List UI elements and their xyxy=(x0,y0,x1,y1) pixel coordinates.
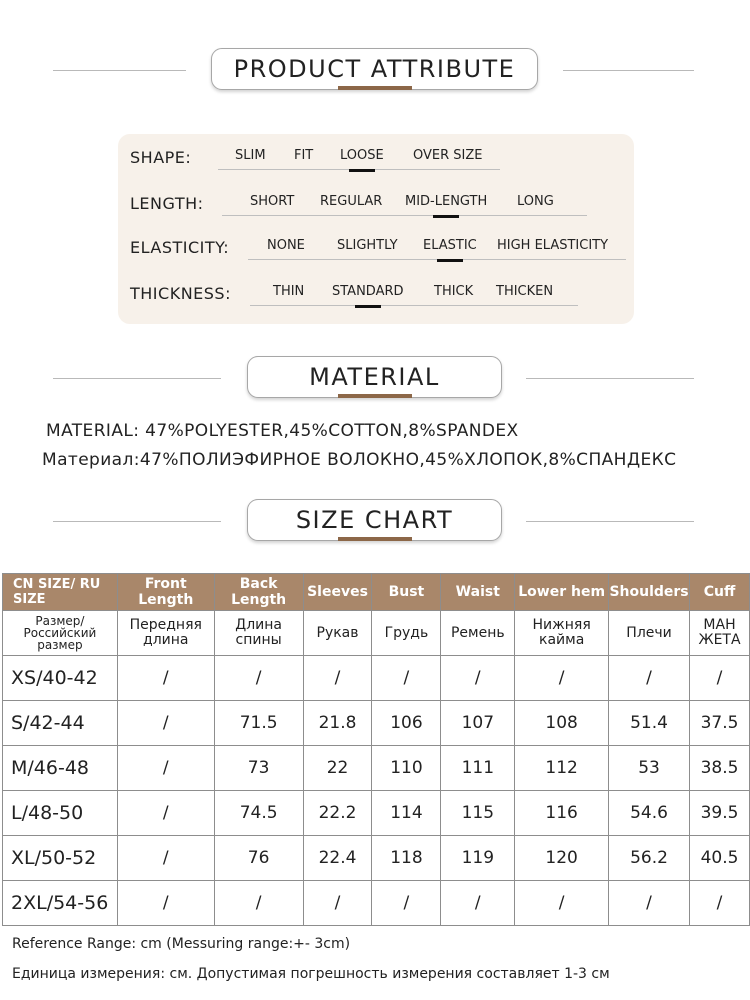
measure-cell: / xyxy=(441,656,515,701)
attribute-option: THICKEN xyxy=(496,284,554,299)
measure-cell: / xyxy=(372,656,441,701)
measure-cell: Cuff xyxy=(690,574,750,611)
measure-cell: Рукав xyxy=(303,611,372,656)
attribute-option: STANDARD xyxy=(332,284,404,299)
section-title: PRODUCT ATTRIBUTE xyxy=(233,55,516,83)
measure-cell: 71.5 xyxy=(214,701,303,746)
measure-cell: / xyxy=(303,656,372,701)
reference-range-en: Reference Range: cm (Messuring range:+- 3cm) xyxy=(12,936,351,952)
measure-cell: 115 xyxy=(441,791,515,836)
attribute-underline xyxy=(250,305,578,306)
measure-cell: 118 xyxy=(372,836,441,881)
selected-marker xyxy=(355,305,381,308)
attribute-option: SLIM xyxy=(235,148,266,163)
size-cell: L/48-50 xyxy=(3,791,118,836)
measure-cell: 53 xyxy=(609,746,690,791)
section-title-pill xyxy=(247,356,502,398)
attribute-option: SLIGHTLY xyxy=(337,238,398,253)
attribute-underline xyxy=(222,215,587,216)
attribute-option: LOOSE xyxy=(340,148,384,163)
measure-cell: Длина спины xyxy=(214,611,303,656)
measure-cell: 40.5 xyxy=(690,836,750,881)
size-chart-header xyxy=(0,499,750,545)
material-header xyxy=(0,356,750,402)
measure-cell: Bust xyxy=(372,574,441,611)
size-cell: CN SIZE/ RU SIZE xyxy=(3,574,118,611)
size-cell: S/42-44 xyxy=(3,701,118,746)
measure-cell: Back Length xyxy=(214,574,303,611)
measure-cell: Lower hem xyxy=(515,574,609,611)
attribute-option: MID-LENGTH xyxy=(405,194,488,209)
divider-left xyxy=(53,70,186,71)
table-row xyxy=(3,656,750,701)
divider-left xyxy=(53,521,221,522)
divider-right xyxy=(526,521,694,522)
measure-cell: 22.4 xyxy=(303,836,372,881)
measure-cell: 22.2 xyxy=(303,791,372,836)
attribute-option: LONG xyxy=(517,194,554,209)
product-attribute-header xyxy=(0,48,750,94)
measure-cell: / xyxy=(117,791,214,836)
measure-cell: / xyxy=(609,656,690,701)
attribute-panel xyxy=(118,134,634,324)
measure-cell: / xyxy=(441,881,515,926)
measure-cell: / xyxy=(117,656,214,701)
attribute-row xyxy=(130,192,630,226)
header-row-en xyxy=(3,574,750,611)
size-cell: 2XL/54-56 xyxy=(3,881,118,926)
measure-cell: 120 xyxy=(515,836,609,881)
measure-cell: 110 xyxy=(372,746,441,791)
measure-cell: / xyxy=(214,656,303,701)
measure-cell: 21.8 xyxy=(303,701,372,746)
measure-cell: / xyxy=(609,881,690,926)
measure-cell: 116 xyxy=(515,791,609,836)
measure-cell: 56.2 xyxy=(609,836,690,881)
header-row-ru xyxy=(3,611,750,656)
measure-cell: 38.5 xyxy=(690,746,750,791)
measure-cell: Нижняя кайма xyxy=(515,611,609,656)
table-row xyxy=(3,791,750,836)
measure-cell: Передняя длина xyxy=(117,611,214,656)
measure-cell: 73 xyxy=(214,746,303,791)
attribute-row xyxy=(130,236,630,270)
attribute-row xyxy=(130,282,630,316)
measure-cell: 51.4 xyxy=(609,701,690,746)
selected-marker xyxy=(437,259,463,262)
measure-cell: / xyxy=(690,881,750,926)
attribute-label: ELASTICITY: xyxy=(130,238,230,257)
attribute-option: THICK xyxy=(434,284,474,299)
attribute-option: OVER SIZE xyxy=(413,148,483,163)
attribute-label: LENGTH: xyxy=(130,194,204,213)
measure-cell: МАН ЖЕТА xyxy=(690,611,750,656)
measure-cell: / xyxy=(117,836,214,881)
measure-cell: / xyxy=(515,656,609,701)
divider-right xyxy=(526,378,694,379)
divider-left xyxy=(53,378,221,379)
measure-cell: 106 xyxy=(372,701,441,746)
accent-bar xyxy=(338,86,412,90)
measure-cell: 54.6 xyxy=(609,791,690,836)
attribute-option: HIGH ELASTICITY xyxy=(497,238,609,253)
attribute-option: ELASTIC xyxy=(423,238,477,253)
measure-cell: Front Length xyxy=(117,574,214,611)
measure-cell: / xyxy=(690,656,750,701)
measure-cell: / xyxy=(214,881,303,926)
measure-cell: 119 xyxy=(441,836,515,881)
table-row xyxy=(3,746,750,791)
measure-cell: Плечи xyxy=(609,611,690,656)
measure-cell: / xyxy=(117,701,214,746)
attribute-option: REGULAR xyxy=(320,194,383,209)
section-title: SIZE CHART xyxy=(295,506,454,534)
measure-cell: Грудь xyxy=(372,611,441,656)
reference-range-ru: Единица измерения: см. Допустимая погрешность измерения составляет 1-3 см xyxy=(12,966,610,982)
measure-cell: 111 xyxy=(441,746,515,791)
measure-cell: Waist xyxy=(441,574,515,611)
measure-cell: / xyxy=(117,746,214,791)
accent-bar xyxy=(338,394,412,398)
attribute-label: THICKNESS: xyxy=(130,284,231,303)
table-row xyxy=(3,701,750,746)
attribute-row xyxy=(130,146,630,180)
size-cell: M/46-48 xyxy=(3,746,118,791)
measure-cell: 39.5 xyxy=(690,791,750,836)
measure-cell: 108 xyxy=(515,701,609,746)
size-chart-table xyxy=(2,573,750,926)
attribute-option: SHORT xyxy=(250,194,295,209)
measure-cell: 114 xyxy=(372,791,441,836)
measure-cell: 76 xyxy=(214,836,303,881)
divider-right xyxy=(563,70,694,71)
measure-cell: / xyxy=(117,881,214,926)
attribute-option: NONE xyxy=(267,238,305,253)
attribute-label: SHAPE: xyxy=(130,148,192,167)
measure-cell: Sleeves xyxy=(303,574,372,611)
table-row xyxy=(3,881,750,926)
size-cell: XL/50-52 xyxy=(3,836,118,881)
size-cell: XS/40-42 xyxy=(3,656,118,701)
section-title-pill xyxy=(211,48,538,90)
measure-cell: / xyxy=(303,881,372,926)
table-row xyxy=(3,836,750,881)
section-title: MATERIAL xyxy=(309,363,440,391)
size-cell: Размер/ Российский размер xyxy=(3,611,118,656)
measure-cell: 74.5 xyxy=(214,791,303,836)
measure-cell: / xyxy=(515,881,609,926)
measure-cell: / xyxy=(372,881,441,926)
material-ru: Материал:47%ПОЛИЭФИРНОЕ ВОЛОКНО,45%ХЛОПОК,8%СПАНДЕКС xyxy=(42,450,677,470)
material-en: MATERIAL: 47%POLYESTER,45%COTTON,8%SPANDEX xyxy=(46,421,519,441)
measure-cell: Shoulders xyxy=(609,574,690,611)
measure-cell: 112 xyxy=(515,746,609,791)
accent-bar xyxy=(338,537,412,541)
measure-cell: 22 xyxy=(303,746,372,791)
section-title-pill xyxy=(247,499,502,541)
selected-marker xyxy=(433,215,459,218)
measure-cell: 37.5 xyxy=(690,701,750,746)
attribute-option: FIT xyxy=(294,148,314,163)
selected-marker xyxy=(349,169,375,172)
measure-cell: 107 xyxy=(441,701,515,746)
measure-cell: Ремень xyxy=(441,611,515,656)
attribute-option: THIN xyxy=(273,284,305,299)
